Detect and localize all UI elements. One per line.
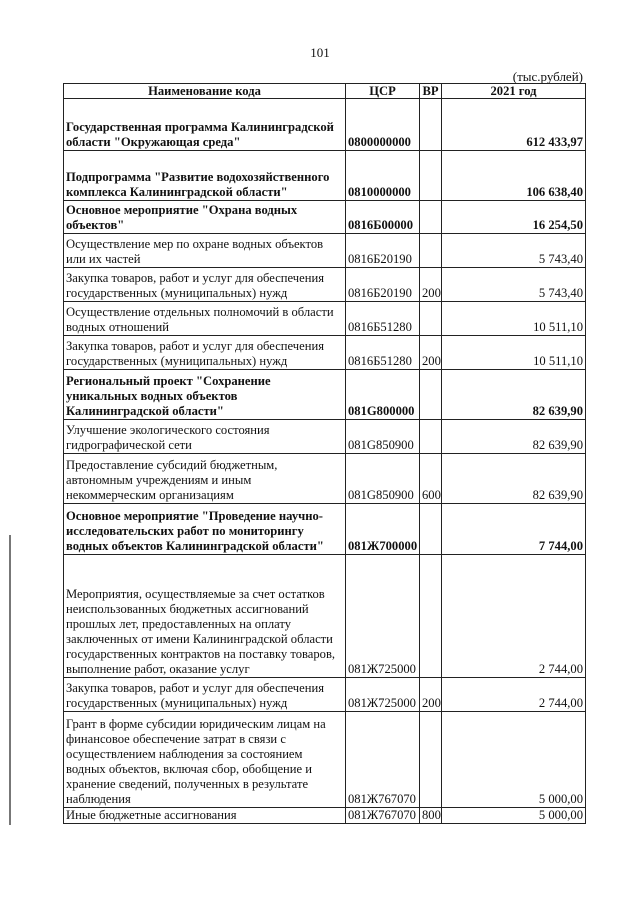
row-csr: 081G850900: [346, 420, 420, 454]
row-name: Государственная программа Калининградской области "Окружающая среда": [64, 99, 346, 151]
page-binding-line: [9, 535, 11, 825]
table-row: [64, 370, 586, 420]
row-csr: 0816Б20190: [346, 268, 420, 302]
row-amount: 2 744,00: [442, 678, 586, 712]
row-vr: [420, 712, 442, 808]
row-csr: 081Ж767070: [346, 712, 420, 808]
row-csr: 0800000000: [346, 99, 420, 151]
table-row: [64, 268, 586, 302]
header-amount: 2021 год: [442, 84, 586, 99]
budget-table: [63, 83, 586, 824]
table-row: [64, 336, 586, 370]
table-row: [64, 302, 586, 336]
row-csr: 081Ж725000: [346, 555, 420, 678]
row-name: Мероприятия, осуществляемые за счет остатков неиспользованных бюджетных ассигнований прошлых лет, предоставленных на оплату заключенных от имени Калининградской области государственных контрактов на поставку товаров, выполнение работ, оказание услуг: [64, 555, 346, 678]
units-label: (тыс.рублей): [512, 69, 583, 84]
row-csr: 081Ж767070: [346, 808, 420, 824]
row-vr: 600: [420, 454, 442, 504]
row-vr: [420, 370, 442, 420]
row-csr: 0816Б51280: [346, 336, 420, 370]
table-row: [64, 234, 586, 268]
row-vr: [420, 504, 442, 555]
row-csr: 0816Б00000: [346, 201, 420, 234]
table-row: [64, 151, 586, 201]
row-vr: 200: [420, 268, 442, 302]
row-csr: 0816Б20190: [346, 234, 420, 268]
table-row: [64, 504, 586, 555]
row-amount: 612 433,97: [442, 99, 586, 151]
row-vr: [420, 99, 442, 151]
row-csr: 0810000000: [346, 151, 420, 201]
row-csr: 081G850900: [346, 454, 420, 504]
row-amount: 2 744,00: [442, 555, 586, 678]
row-vr: [420, 420, 442, 454]
table-row: [64, 201, 586, 234]
row-vr: [420, 302, 442, 336]
row-amount: 16 254,50: [442, 201, 586, 234]
row-name: Осуществление мер по охране водных объектов или их частей: [64, 234, 346, 268]
row-name: Осуществление отдельных полномочий в области водных отношений: [64, 302, 346, 336]
row-amount: 5 743,40: [442, 234, 586, 268]
table-row: [64, 555, 586, 678]
row-csr: 081Ж700000: [346, 504, 420, 555]
header-vr: ВР: [420, 84, 442, 99]
row-csr: 0816Б51280: [346, 302, 420, 336]
row-amount: 82 639,90: [442, 420, 586, 454]
page-number: 101: [310, 45, 330, 60]
row-amount: 5 743,40: [442, 268, 586, 302]
header-name: Наименование кода: [64, 84, 346, 99]
row-vr: [420, 234, 442, 268]
row-name: Предоставление субсидий бюджетным, автономным учреждениям и иным некоммерческим организациям: [64, 454, 346, 504]
row-name: Грант в форме субсидии юридическим лицам на финансовое обеспечение затрат в связи с осуществлением наблюдения за состоянием водных объектов, включая сбор, обобщение и хранение сведений, полученных в результате наблюдения: [64, 712, 346, 808]
row-amount: 5 000,00: [442, 712, 586, 808]
table-header-row: [64, 84, 586, 99]
row-name: Иные бюджетные ассигнования: [64, 808, 346, 824]
row-amount: 10 511,10: [442, 336, 586, 370]
table-row: [64, 808, 586, 824]
row-vr: 200: [420, 336, 442, 370]
row-name: Региональный проект "Сохранение уникальных водных объектов Калининградской области": [64, 370, 346, 420]
table-row: [64, 712, 586, 808]
row-name: Основное мероприятие "Охрана водных объектов": [64, 201, 346, 234]
row-csr: 081G800000: [346, 370, 420, 420]
row-name: Основное мероприятие "Проведение научно-исследовательских работ по мониторингу водных объектов Калининградской области": [64, 504, 346, 555]
row-vr: [420, 555, 442, 678]
row-amount: 5 000,00: [442, 808, 586, 824]
row-vr: 200: [420, 678, 442, 712]
row-amount: 7 744,00: [442, 504, 586, 555]
row-vr: 800: [420, 808, 442, 824]
row-name: Закупка товаров, работ и услуг для обеспечения государственных (муниципальных) нужд: [64, 336, 346, 370]
table-row: [64, 99, 586, 151]
row-name: Закупка товаров, работ и услуг для обеспечения государственных (муниципальных) нужд: [64, 268, 346, 302]
row-amount: 10 511,10: [442, 302, 586, 336]
row-name: Подпрограмма "Развитие водохозяйственного комплекса Калининградской области": [64, 151, 346, 201]
row-vr: [420, 201, 442, 234]
row-name: Улучшение экологического состояния гидрографической сети: [64, 420, 346, 454]
row-csr: 081Ж725000: [346, 678, 420, 712]
row-amount: 82 639,90: [442, 454, 586, 504]
table-row: [64, 678, 586, 712]
row-amount: 82 639,90: [442, 370, 586, 420]
row-vr: [420, 151, 442, 201]
table-row: [64, 454, 586, 504]
table-row: [64, 420, 586, 454]
row-name: Закупка товаров, работ и услуг для обеспечения государственных (муниципальных) нужд: [64, 678, 346, 712]
row-amount: 106 638,40: [442, 151, 586, 201]
header-csr: ЦСР: [346, 84, 420, 99]
